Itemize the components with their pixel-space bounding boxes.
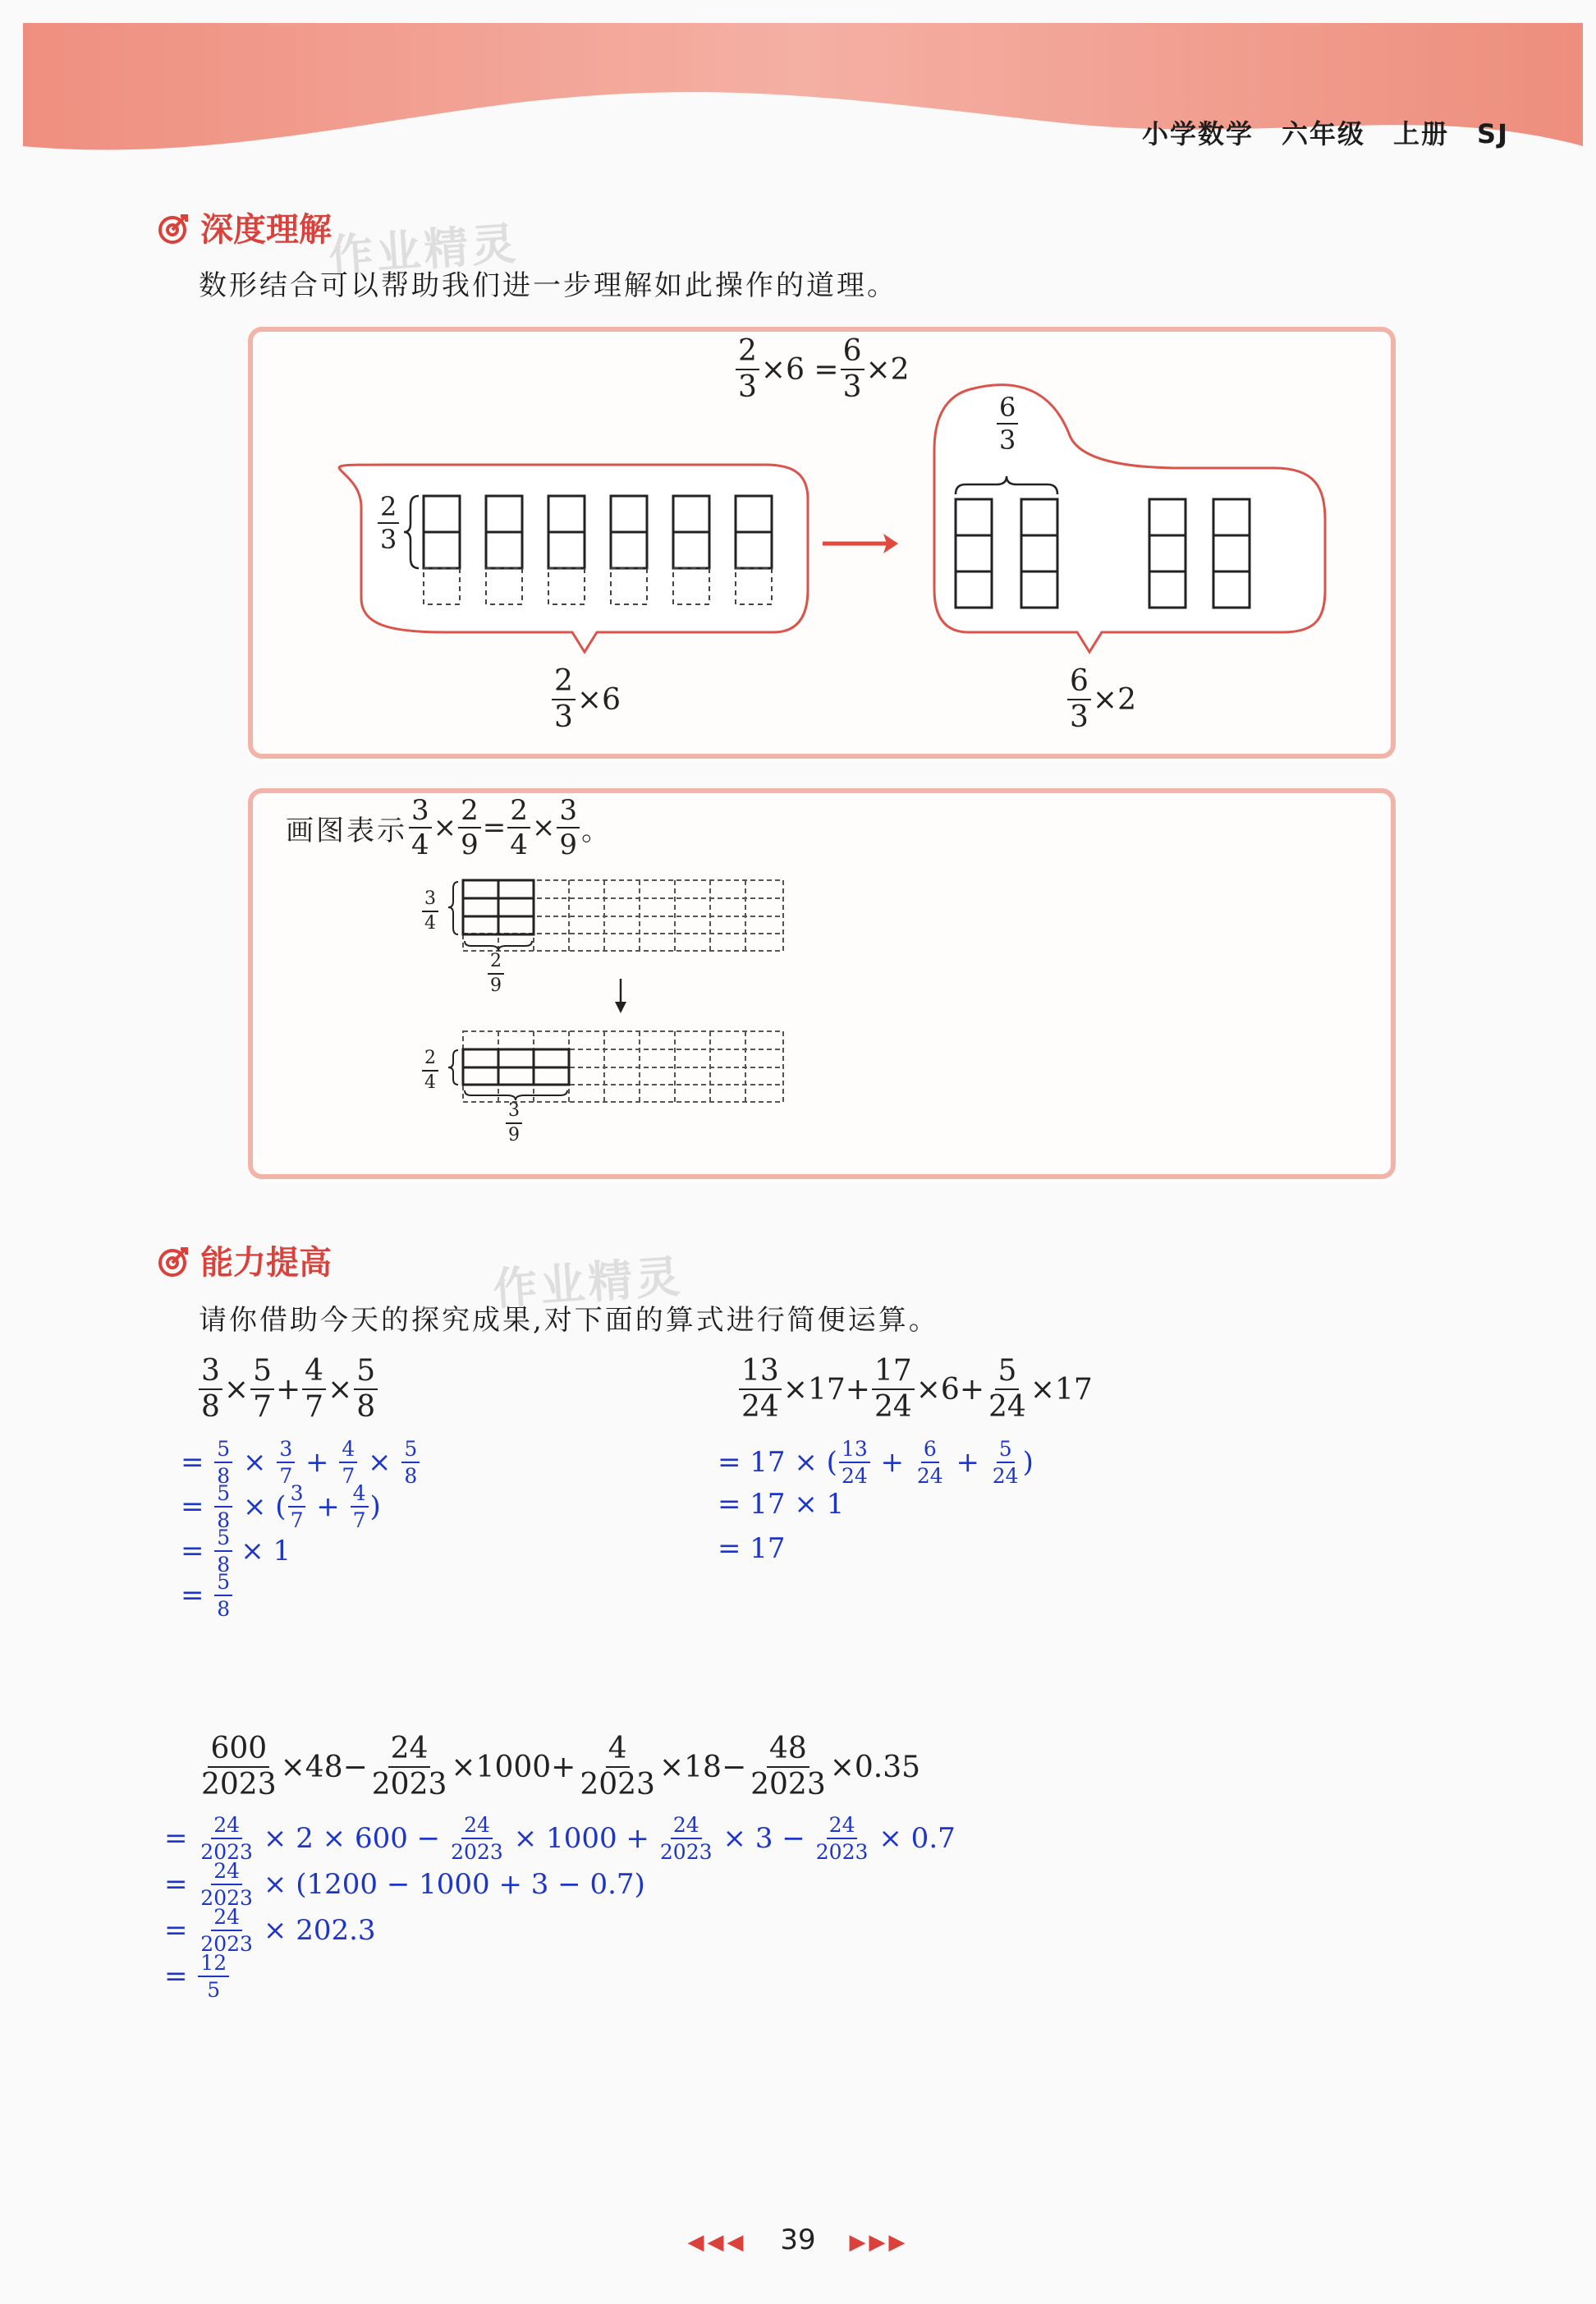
- answer-1-step-2: = $\frac{5}{8}$ × ( $\frac{3}{7}$ + $\frac{4}{7}$ ): [181, 1481, 381, 1532]
- page-header: [23, 23, 1583, 154]
- top-brace-label: $\frac{6}{3}$: [995, 394, 1020, 453]
- panel-equation: $\frac{2}{3}$ ×6 = $\frac{6}{3}$ ×2: [734, 337, 910, 402]
- problem-3: $\frac{600}{2023}$ ×48− $\frac{24}{2023}$ ×1000+ $\frac{4}{2023}$ ×18− $\frac{48}{2023}$ ×0.35: [201, 1732, 921, 1801]
- grade: 六年级: [1282, 118, 1366, 149]
- answer-3-step-3: = $\frac{24}{2023}$ × 202.3: [164, 1905, 376, 1956]
- grid1-side-label: $\frac{3}{4}$: [420, 890, 440, 933]
- book-title: [1114, 113, 1509, 151]
- fraction: $\frac{2}{3}$: [736, 337, 759, 402]
- grid1-bottom-label: $\frac{2}{9}$: [486, 952, 506, 995]
- answer-2-step-1: = 17 × ( $\frac{13}{24}$ + $\frac{6}{24}$ + $\frac{5}{24}$ ): [718, 1437, 1034, 1488]
- prev-arrows-icon: ◀◀◀: [687, 2230, 747, 2255]
- next-arrows-icon: ▶▶▶: [849, 2230, 909, 2255]
- answer-1-step-1: = $\frac{5}{8}$ × $\frac{3}{7}$ + $\frac{4}{7}$ × $\frac{5}{8}$: [181, 1439, 421, 1486]
- drawing-task-panel: [248, 788, 1397, 1182]
- watermark: 作业精灵: [327, 217, 521, 283]
- section-heading-deep-understanding: [156, 204, 332, 250]
- grid2-side-label: $\frac{2}{4}$: [420, 1049, 440, 1092]
- right-bubble-caption: $\frac{6}{3}$ ×2: [1066, 667, 1136, 732]
- page-footer: [0, 2224, 1596, 2256]
- answer-2-step-2: = 17 × 1: [718, 1488, 845, 1521]
- volume: 上册: [1393, 118, 1450, 149]
- problem-1: $\frac{3}{8}$ × $\frac{5}{7}$ + $\frac{4}{7}$ × $\frac{5}{8}$: [197, 1356, 379, 1422]
- answer-1-result: = $\frac{5}{8}$: [181, 1572, 234, 1619]
- watermark: 作业精灵: [491, 1250, 686, 1316]
- target-icon: [156, 1242, 192, 1278]
- left-brace-label: $\frac{2}{3}$: [376, 493, 401, 553]
- problem-2: $\frac{13}{24}$ ×17+ $\frac{17}{24}$ ×6+ $\frac{5}{24}$ ×17: [737, 1356, 1093, 1422]
- page-number: 39: [780, 2224, 816, 2256]
- section-intro: 请你借助今天的探究成果,对下面的算式进行简便运算。: [199, 1304, 939, 1337]
- target-icon: [156, 209, 192, 246]
- section-intro: 数形结合可以帮助我们进一步理解如此操作的道理。: [199, 269, 897, 302]
- answer-1-step-3: = $\frac{5}{8}$ × 1: [181, 1526, 291, 1577]
- answer-3-step-2: = $\frac{24}{2023}$ × (1200 − 1000 + 3 − 0.7): [164, 1859, 645, 1910]
- answer-3-step-1: = $\frac{24}{2023}$ × 2 × 600 − $\frac{24}{2023}$ × 1000 + $\frac{24}{2023}$ × 3 − $\frac{24}{2023}$ × 0.7: [164, 1813, 956, 1864]
- fraction: $\frac{6}{3}$: [841, 337, 864, 402]
- grid2-bottom-label: $\frac{3}{9}$: [504, 1102, 524, 1145]
- section-heading-ability: [156, 1237, 332, 1283]
- diagram-panel: [248, 327, 1397, 762]
- left-bubble-caption: $\frac{2}{3}$ ×6: [550, 667, 621, 732]
- section-title: 能力提高: [200, 1244, 332, 1282]
- subject: 小学数学: [1142, 118, 1254, 149]
- drawing-task-statement: 画图表示 $\frac{3}{4}$ × $\frac{2}{9}$ = $\frac{2}{4}$ × $\frac{3}{9}$ 。: [286, 794, 610, 861]
- section-title: 深度理解: [200, 211, 332, 249]
- edition: SJ: [1477, 118, 1509, 149]
- answer-3-result: = $\frac{12}{5}$: [164, 1953, 231, 2000]
- answer-2-result: = 17: [718, 1532, 786, 1565]
